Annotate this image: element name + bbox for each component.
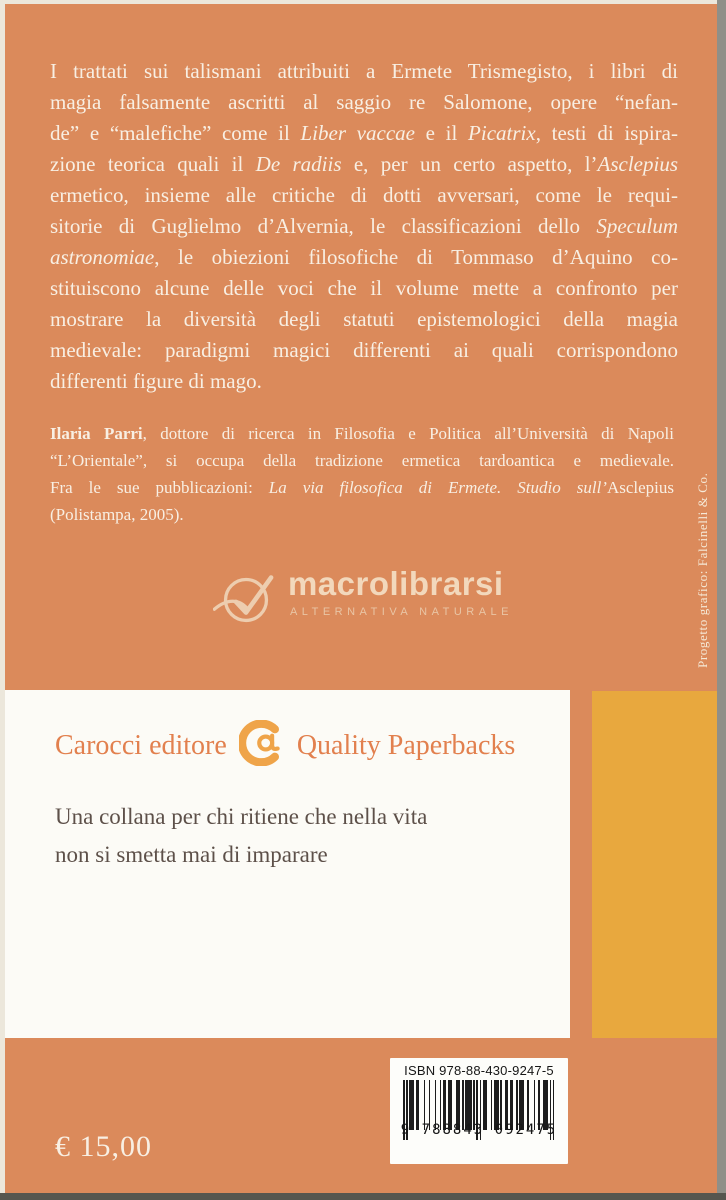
brand-name: macrolibrarsi: [287, 565, 504, 602]
checkmark-circle-icon: [213, 566, 279, 633]
macrolibrarsi-logo: [0, 566, 726, 633]
design-credit: Progetto grafico: Falcinelli & Co.: [695, 472, 710, 668]
text-line: sitorie di Guglielmo d’Alvernia, le classificazioni dello Speculum: [50, 214, 678, 238]
series-tagline: [55, 798, 427, 874]
text-line: mostrare la diversità degli statuti epistemologici della magia: [50, 307, 678, 331]
text-line: ermetico, insieme alle critiche di dotti avversari, come le requi-: [50, 183, 678, 207]
yellow-accent-rectangle: [592, 691, 717, 1038]
text-line: Ilaria Parri, dottore di ricerca in Filosofia e Politica all’Università di Napoli: [50, 424, 675, 443]
barcode-box: [390, 1058, 568, 1164]
publisher-panel: [5, 690, 570, 1038]
price-label: € 15,00: [55, 1130, 152, 1163]
text-line: de” e “malefiche” come il Liber vaccae e il Picatrix, testi di ispira-: [50, 121, 678, 145]
brand-text-block: [288, 566, 513, 618]
series-name: Quality Paperbacks: [296, 729, 516, 761]
scan-edge-left: [0, 0, 5, 1200]
text-line: “L’Orientale”, si occupa della tradizione ermetica tardoantica e medievale.: [50, 451, 674, 470]
text-line: stituiscono alcune delle voci che il volume mette a confronto per: [50, 276, 678, 300]
author-bio: [50, 420, 674, 528]
brand-tagline: ALTERNATIVA NATURALE: [289, 606, 514, 618]
text-line: zione teorica quali il De radiis e, per un certo aspetto, l’Asclepius: [50, 152, 679, 176]
publisher-name: Carocci editore: [55, 729, 227, 761]
series-tagline-line1: Una collana per chi ritiene che nella vita: [55, 804, 428, 829]
scan-edge-bottom: [0, 1193, 726, 1200]
scan-edge-top: [0, 0, 726, 4]
barcode-digits: 9 788843 092475: [400, 1122, 558, 1138]
text-line: medievale: paradigmi magici differenti ai quali corrispondono: [50, 338, 678, 362]
series-tagline-line2: non si smetta mai di imparare: [55, 842, 328, 867]
text-line: Fra le sue pubblicazioni: La via filosofica di Ermete. Studio sull’Asclepius: [50, 478, 675, 497]
text-line: differenti figure di mago.: [50, 369, 262, 393]
scan-edge-right: [717, 0, 726, 1200]
text-line: I trattati sui talismani attribuiti a Ermete Trismegisto, i libri di: [50, 59, 678, 83]
synopsis-paragraph: [50, 56, 678, 397]
text-line: (Polistampa, 2005).: [50, 505, 184, 524]
text-line: astronomiae, le obiezioni filosofiche di Tommaso d’Aquino co-: [50, 245, 678, 269]
publisher-row: [55, 720, 515, 771]
text-line: magia falsamente ascritti al saggio re Salomone, opere “nefan-: [50, 90, 678, 114]
at-sign-logo-icon: [239, 720, 285, 771]
isbn-label: ISBN 978-88-430-9247-5: [404, 1063, 554, 1078]
